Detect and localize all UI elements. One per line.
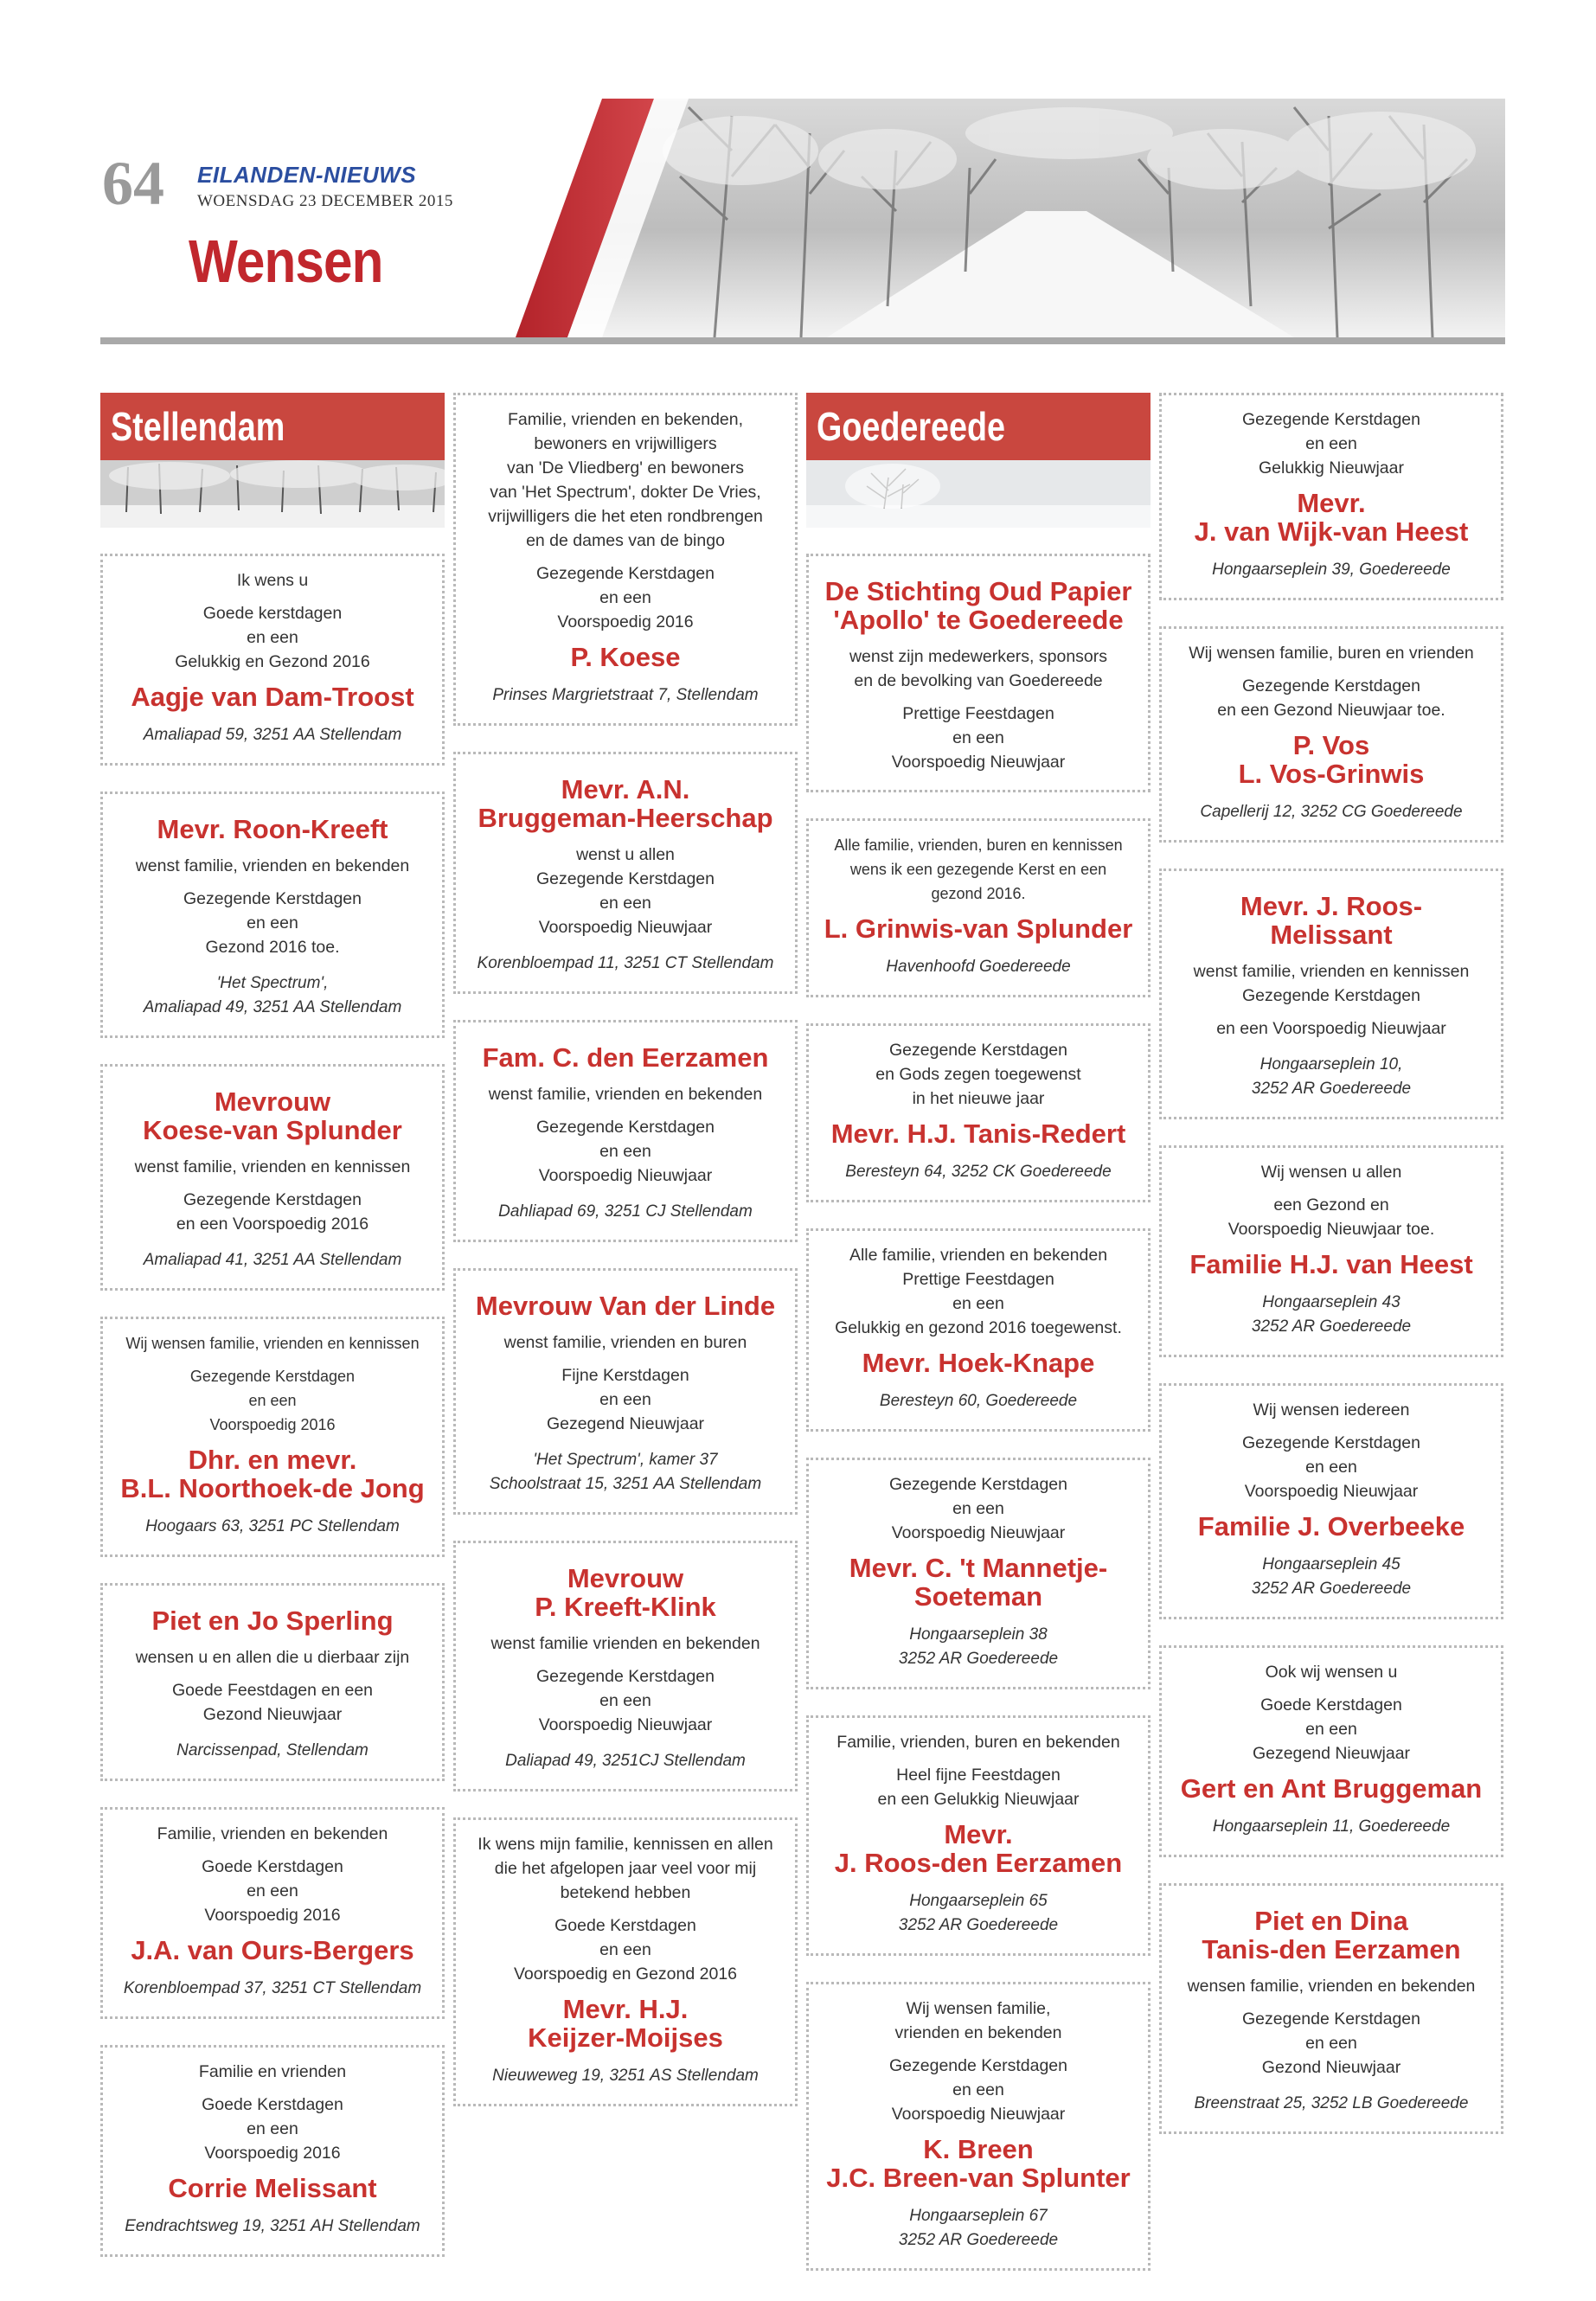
ad-intro: vrijwilligers die het eten rondbrengen <box>488 507 763 526</box>
ad-wish: Gezegende Kerstdagen <box>183 889 362 908</box>
greeting-ad <box>806 818 1151 997</box>
greeting-ad <box>806 1228 1151 1432</box>
greeting-ad <box>453 752 798 994</box>
ad-address: Hongaarseplein 45 3252 AR Goedereede <box>1251 1555 1412 1598</box>
ad-wish: Voorspoedig Nieuwjaar <box>538 1715 713 1734</box>
ad-sender-name: Familie H.J. van Heest <box>1189 1249 1473 1279</box>
column-1 <box>100 393 445 2283</box>
column-2 <box>453 393 798 2132</box>
ad-address: Hongaarseplein 39, Goedereede <box>1212 561 1451 579</box>
greeting-ad <box>100 1317 445 1557</box>
ad-wish: Gezegende Kerstdagen <box>889 2056 1067 2075</box>
ad-sender-name: Mevr. A.N. Bruggeman-Heerschap <box>478 774 773 833</box>
section-banner-title: Stellendam <box>111 404 285 449</box>
ad-sender-name: L. Grinwis-van Splunder <box>824 913 1133 944</box>
greeting-ad <box>100 2045 445 2257</box>
ad-sender-name: Mevrouw Koese-van Splunder <box>143 1086 402 1145</box>
ad-address: Breenstraat 25, 3252 LB Goedereede <box>1194 2094 1469 2112</box>
ad-address: Hongaarseplein 11, Goedereede <box>1212 1817 1451 1836</box>
section-title: Wensen <box>189 228 383 295</box>
ad-sender-name: Piet en Jo Sperling <box>151 1606 394 1636</box>
ad-intro: Ik wens mijn familie, kennissen en allen <box>478 1835 773 1854</box>
ad-intro: wensen familie, vrienden en bekenden <box>1187 1977 1476 1996</box>
ad-wish: Voorspoedig 2016 <box>209 1416 336 1433</box>
ad-wish: Goede Kerstdagen <box>202 1857 343 1876</box>
ad-wish: en een <box>952 2080 1004 2099</box>
ad-intro: en een <box>1305 434 1357 453</box>
ad-sender-name: Mevr. Roon-Kreeft <box>157 814 388 844</box>
greeting-ad <box>453 1541 798 1791</box>
greeting-ad <box>100 792 445 1038</box>
winter-forest-banner-image <box>516 99 1505 337</box>
ad-address: Nieuweweg 19, 3251 AS Stellendam <box>492 2067 759 2085</box>
ad-intro: die het afgelopen jaar veel voor mij <box>494 1859 757 1878</box>
ad-intro: Familie, vrienden en bekenden <box>157 1824 388 1843</box>
ad-intro: betekend hebben <box>560 1883 691 1902</box>
ad-wish: Gezegende Kerstdagen <box>536 564 715 583</box>
ad-wish: Gezond 2016 toe. <box>205 938 340 957</box>
ad-wish: Prettige Feestdagen <box>902 704 1054 723</box>
ad-intro: wenst familie, vrienden en kennissen <box>1193 962 1470 981</box>
ad-wish: en een <box>1305 2034 1357 2053</box>
ad-address: Daliapad 49, 3251CJ Stellendam <box>505 1752 746 1770</box>
ad-sender-name: Corrie Melissant <box>168 2173 377 2203</box>
ad-wish: en een <box>247 628 298 647</box>
ad-intro: Gezegende Kerstdagen <box>1242 410 1420 429</box>
ad-address: Hongaarseplein 43 3252 AR Goedereede <box>1251 1293 1412 1336</box>
ad-sender-name: Mevr. J. Roos-den Eerzamen <box>834 1819 1123 1878</box>
header-rule <box>100 337 1505 344</box>
ad-intro: Alle familie, vrienden en bekenden <box>849 1246 1108 1265</box>
ad-wish: Voorspoedig 2016 <box>557 612 694 631</box>
ad-intro: wensen u en allen die u dierbaar zijn <box>135 1648 410 1667</box>
ad-intro: en de dames van de bingo <box>526 531 725 550</box>
ad-intro: en een <box>952 1499 1004 1518</box>
ad-address: Amaliapad 59, 3251 AA Stellendam <box>143 726 402 744</box>
ad-intro: wenst familie, vrienden en bekenden <box>488 1085 763 1104</box>
section-banner-goedereede <box>806 393 1151 528</box>
ad-wish: en een Voorspoedig Nieuwjaar <box>1216 1019 1446 1038</box>
ad-wish: Heel fijne Feestdagen <box>896 1766 1061 1785</box>
greeting-ad <box>1159 393 1503 600</box>
greeting-ad <box>1159 1883 1503 2134</box>
page-header <box>0 0 1596 346</box>
ad-address: Narcissenpad, Stellendam <box>176 1741 369 1759</box>
ad-address: 'Het Spectrum', kamer 37 Schoolstraat 15, 3251 AA Stellendam <box>489 1451 762 1493</box>
snowy-trees-image <box>100 460 445 528</box>
ad-wish: Goede Feestdagen en een <box>171 1681 374 1700</box>
ad-intro: en een <box>952 1294 1004 1313</box>
ad-wish: Fijne Kerstdagen <box>561 1366 689 1385</box>
ad-sender-name: Fam. C. den Eerzamen <box>482 1042 769 1073</box>
ad-wish: en een <box>599 588 651 607</box>
ad-sender-name: De Stichting Oud Papier 'Apollo' te Goedereede <box>824 576 1132 635</box>
ad-intro: wenst zijn medewerkers, sponsors <box>849 647 1108 666</box>
ad-intro: Gezegende Kerstdagen <box>889 1041 1067 1060</box>
ad-sender-name: Mevr. H.J. Tanis-Redert <box>830 1118 1126 1149</box>
ad-wish: Gezegende Kerstdagen <box>1242 986 1420 1005</box>
ad-sender-name: Mevrouw Van der Linde <box>475 1291 776 1321</box>
ad-address: Prinses Margrietstraat 7, Stellendam <box>492 686 759 704</box>
section-banner-title: Goedereede <box>817 404 1006 449</box>
ad-wish: Gezegend Nieuwjaar <box>1252 1744 1411 1763</box>
ad-wish: en een <box>952 728 1004 747</box>
ad-wish: een Gezond en <box>1273 1195 1389 1215</box>
greeting-ad <box>453 393 798 726</box>
ad-wish: en een <box>247 913 298 933</box>
ad-address: Havenhoofd Goedereede <box>886 958 1071 976</box>
ad-wish: Voorspoedig Nieuwjaar <box>538 1166 713 1185</box>
greeting-ad <box>100 1807 445 2019</box>
ad-intro: Gezegende Kerstdagen <box>889 1475 1067 1494</box>
ad-wish: Goede kerstdagen <box>202 604 343 623</box>
ad-sender-name: Mevr. C. 't Mannetje- Soeteman <box>849 1553 1108 1612</box>
ad-wish: en een <box>599 1691 651 1710</box>
ad-intro: Wij wensen iedereen <box>1253 1400 1410 1420</box>
ad-sender-name: Mevr. H.J. Keijzer-Moijses <box>528 1994 723 2053</box>
ad-sender-name: Mevrouw P. Kreeft-Klink <box>535 1563 716 1622</box>
ad-intro: wens ik een gezegende Kerst en een <box>849 861 1107 878</box>
ad-sender-name: Piet en Dina Tanis-den Eerzamen <box>1202 1906 1461 1965</box>
ad-intro: gezond 2016. <box>931 885 1026 902</box>
ad-address: Korenbloempad 11, 3251 CT Stellendam <box>477 954 774 972</box>
section-banner-stellendam <box>100 393 445 528</box>
ad-wish: Gezegend Nieuwjaar <box>546 1414 705 1433</box>
ad-sender-name: P. Koese <box>570 642 681 672</box>
greeting-ad <box>806 1458 1151 1689</box>
newspaper-logo: EILANDEN-NIEUWS <box>197 162 417 188</box>
snowy-tree-image <box>806 460 1151 528</box>
ad-intro: Voorspoedig Nieuwjaar <box>891 1523 1066 1542</box>
ad-wish: Gezegende Kerstdagen <box>536 869 715 888</box>
greeting-ad <box>453 1268 798 1515</box>
greeting-ad <box>1159 626 1503 843</box>
ad-address: Hongaarseplein 67 3252 AR Goedereede <box>898 2207 1059 2249</box>
ad-address: Korenbloempad 37, 3251 CT Stellendam <box>123 1979 422 1997</box>
ad-wish: en een <box>599 1390 651 1409</box>
ad-wish: en een <box>247 1881 298 1900</box>
ad-address: 'Het Spectrum', Amaliapad 49, 3251 AA Stellendam <box>143 974 402 1016</box>
ad-wish: en een <box>599 1142 651 1161</box>
ad-intro: van 'Het Spectrum', dokter De Vries, <box>490 483 761 502</box>
ad-wish: en een <box>599 1940 651 1959</box>
ad-intro: Alle familie, vrienden, buren en kennissen <box>834 836 1123 854</box>
ad-intro: Familie, vrienden, buren en bekenden <box>836 1733 1120 1752</box>
ad-intro: Familie en vrienden <box>198 2062 347 2081</box>
ad-intro: Wij wensen familie, <box>906 1999 1051 2018</box>
greeting-ad <box>1159 1645 1503 1857</box>
column-3 <box>806 393 1151 2297</box>
ad-address: Beresteyn 64, 3252 CK Goedereede <box>845 1163 1112 1181</box>
ad-wish: Voorspoedig 2016 <box>204 2144 341 2163</box>
ad-wish: Voorspoedig Nieuwjaar <box>1244 1482 1419 1501</box>
ad-intro: wenst familie, vrienden en kennissen <box>134 1157 411 1176</box>
ad-sender-name: Aagje van Dam-Troost <box>131 682 414 712</box>
ad-intro: Ook wij wensen u <box>1265 1663 1398 1682</box>
ad-intro: in het nieuwe jaar <box>912 1089 1045 1108</box>
ad-address: Capellerij 12, 3252 CG Goedereede <box>1200 803 1463 821</box>
column-4 <box>1159 393 1503 2160</box>
ad-sender-name: Mevr. J. van Wijk-van Heest <box>1194 488 1469 547</box>
greeting-ad <box>100 1583 445 1781</box>
greeting-ad <box>1159 868 1503 1119</box>
ad-intro: en de bevolking van Goedereede <box>854 671 1103 690</box>
ad-wish: Voorspoedig Nieuwjaar <box>538 918 713 937</box>
ad-wish: Voorspoedig Nieuwjaar <box>891 753 1066 772</box>
page-number: 64 <box>102 149 164 218</box>
ad-wish: Gelukkig en Gezond 2016 <box>175 652 370 671</box>
ad-sender-name: Mevr. Hoek-Knape <box>862 1348 1095 1378</box>
ad-intro: Wij wensen familie, buren en vrienden <box>1189 644 1474 663</box>
ad-intro: Wij wensen u allen <box>1260 1163 1402 1182</box>
ad-wish: en een Gezond Nieuwjaar toe. <box>1217 701 1445 720</box>
ad-intro: Familie, vrienden en bekenden, <box>507 410 744 429</box>
ad-wish: Gezegende Kerstdagen <box>1242 2009 1420 2029</box>
ad-address: Amaliapad 41, 3251 AA Stellendam <box>143 1251 402 1269</box>
ad-wish: en een <box>1305 1458 1357 1477</box>
ad-wish: Gezegende Kerstdagen <box>536 1667 715 1686</box>
ad-wish: Gezegende Kerstdagen <box>1242 1433 1420 1452</box>
ad-intro: Ik wens u <box>236 571 309 590</box>
ad-intro: van 'De Vliedberg' en bewoners <box>506 458 745 478</box>
ad-wish: Gezegende Kerstdagen <box>1242 676 1420 695</box>
ad-intro: vrienden en bekenden <box>894 2023 1062 2042</box>
ad-address: Hongaarseplein 38 3252 AR Goedereede <box>898 1625 1059 1668</box>
greeting-ad <box>806 1715 1151 1956</box>
ad-address: Eendrachtsweg 19, 3251 AH Stellendam <box>125 2217 420 2235</box>
ad-wish: en een Voorspoedig 2016 <box>176 1215 369 1234</box>
ad-wish: en een <box>599 894 651 913</box>
ad-sender-name: Gert en Ant Bruggeman <box>1180 1773 1483 1804</box>
ad-intro: en Gods zegen toegewenst <box>875 1065 1081 1084</box>
ad-intro: Prettige Feestdagen <box>902 1270 1054 1289</box>
ad-address: Hongaarseplein 10, 3252 AR Goedereede <box>1251 1055 1412 1098</box>
greeting-ad <box>1159 1383 1503 1619</box>
ad-sender-name: K. Breen J.C. Breen-van Splunter <box>826 2134 1131 2193</box>
ad-intro: Gelukkig en gezond 2016 toegewenst. <box>835 1318 1122 1337</box>
ad-wish: Gezegende Kerstdagen <box>183 1190 362 1209</box>
ad-wish: Gezond Nieuwjaar <box>202 1705 343 1724</box>
ad-wish: Voorspoedig Nieuwjaar toe. <box>1227 1220 1435 1239</box>
greeting-ad <box>806 554 1151 792</box>
ad-intro: wenst familie vrienden en bekenden <box>490 1634 760 1653</box>
ad-wish: en een <box>247 2119 298 2138</box>
issue-date: WOENSDAG 23 DECEMBER 2015 <box>197 192 453 210</box>
greeting-ad <box>100 1064 445 1291</box>
ad-wish: Voorspoedig en Gezond 2016 <box>513 1965 738 1984</box>
ad-address: Hongaarseplein 65 3252 AR Goedereede <box>898 1892 1059 1934</box>
ad-intro: Wij wensen familie, vrienden en kennissen <box>125 1335 420 1352</box>
greeting-ad <box>453 1020 798 1242</box>
ad-wish: en een <box>248 1392 297 1409</box>
ad-wish: Voorspoedig Nieuwjaar <box>891 2105 1066 2124</box>
greeting-ad <box>453 1817 798 2106</box>
ad-sender-name: Dhr. en mevr. B.L. Noorthoek-de Jong <box>120 1445 425 1503</box>
ad-wish: Goede Kerstdagen <box>554 1916 696 1935</box>
ad-address: Dahliapad 69, 3251 CJ Stellendam <box>498 1202 753 1221</box>
greeting-ad <box>806 1023 1151 1202</box>
ad-wish: Gezegende Kerstdagen <box>536 1118 715 1137</box>
ad-intro: wenst familie, vrienden en buren <box>503 1333 747 1352</box>
ad-wish: Gezegende Kerstdagen <box>189 1368 356 1385</box>
ad-sender-name: Familie J. Overbeeke <box>1197 1511 1465 1541</box>
ad-address: Beresteyn 60, Goedereede <box>879 1392 1078 1410</box>
greeting-ad <box>806 1982 1151 2271</box>
ad-wish: Goede Kerstdagen <box>202 2095 343 2114</box>
ad-intro: wenst u allen <box>576 845 675 864</box>
ad-wish: Goede Kerstdagen <box>1260 1695 1402 1715</box>
ad-wish: en een <box>1305 1720 1357 1739</box>
ad-wish: Voorspoedig 2016 <box>204 1906 341 1925</box>
ad-sender-name: P. Vos L. Vos-Grinwis <box>1238 730 1425 789</box>
ad-intro: bewoners en vrijwilligers <box>534 434 717 453</box>
ad-wish: en een Gelukkig Nieuwjaar <box>877 1790 1080 1809</box>
greeting-ad <box>100 554 445 766</box>
ad-sender-name: Mevr. J. Roos- Melissant <box>1240 891 1423 950</box>
ad-intro: Gelukkig Nieuwjaar <box>1259 458 1404 478</box>
greeting-ad <box>1159 1145 1503 1357</box>
ad-intro: wenst familie, vrienden en bekenden <box>135 856 410 875</box>
ad-address: Hoogaars 63, 3251 PC Stellendam <box>145 1517 400 1535</box>
ad-wish: Gezond Nieuwjaar <box>1261 2058 1401 2077</box>
ad-sender-name: J.A. van Ours-Bergers <box>131 1935 414 1965</box>
